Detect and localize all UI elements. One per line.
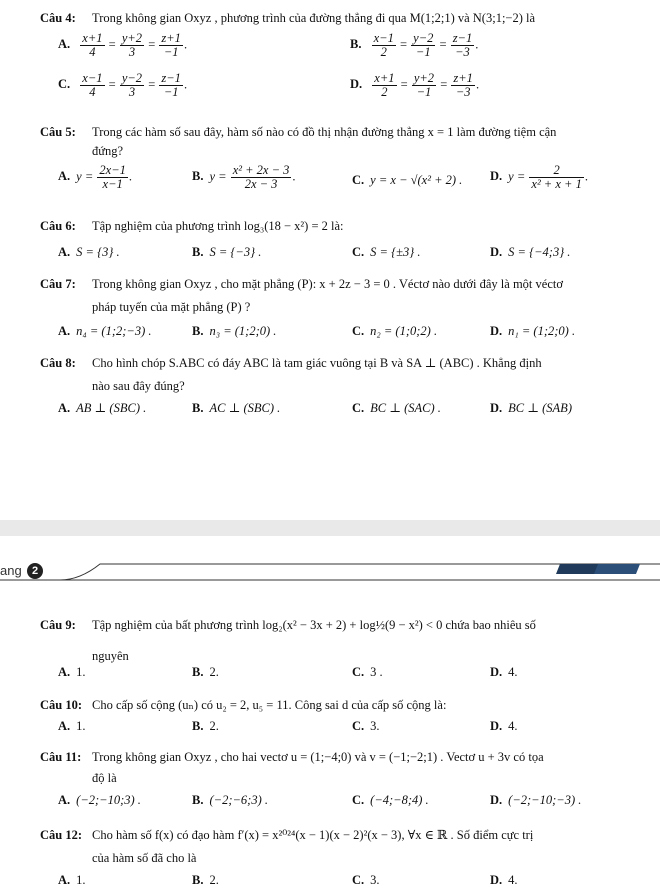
option-c[interactable]: C. S = {±3} . <box>352 245 421 259</box>
question-stem-continued: độ là <box>92 771 117 785</box>
question-number: Câu 9: <box>40 618 76 632</box>
question-12 <box>40 827 640 843</box>
page-number-badge: 2 <box>27 563 43 579</box>
question-stem: Tập nghiệm của phương trình log₃(18 − x²) = 2 là: <box>92 219 344 233</box>
option-c[interactable]: C. (−4;−8;4) . <box>352 793 429 807</box>
question-stem: Tập nghiệm của bất phương trình log₂(x² − 3x + 2) + log½(9 − x²) < 0 chứa bao nhiêu số <box>92 618 536 632</box>
option-c[interactable]: C. 3. <box>352 873 380 887</box>
option-b[interactable]: B. 2. <box>192 665 219 679</box>
option-b[interactable]: B. n₃ = (1;2;0) . <box>192 324 277 338</box>
question-number: Câu 5: <box>40 125 76 139</box>
option-c[interactable]: C. $\frac{x-1}{4}$ = $\frac{y-2}{3}$ = $\frac{z-1}{-1}$ . <box>58 71 188 99</box>
option-c[interactable]: C. BC ⊥ (SAC) . <box>352 401 441 415</box>
question-10 <box>40 697 640 713</box>
question-5 <box>40 124 640 140</box>
option-d[interactable]: D. S = {−4;3} . <box>490 245 571 259</box>
question-number: Câu 7: <box>40 277 76 291</box>
option-a[interactable]: A. 1. <box>58 665 86 679</box>
question-stem-continued: đứng? <box>92 144 124 158</box>
option-b[interactable]: B. (−2;−6;3) . <box>192 793 268 807</box>
question-4 <box>40 10 640 26</box>
option-a[interactable]: A. 1. <box>58 873 86 887</box>
option-d[interactable]: D. 4. <box>490 873 518 887</box>
option-a[interactable]: A. 1. <box>58 719 86 733</box>
question-11 <box>40 749 640 765</box>
page-header-decoration <box>0 560 660 584</box>
question-6 <box>40 218 640 234</box>
question-stem: Trong không gian Oxyz , cho hai vectơ u = (1;−4;0) và v = (−1;−2;1) . Vectơ u + 3v có tọa <box>92 750 544 764</box>
question-8 <box>40 355 640 371</box>
option-b[interactable]: B. y = $\frac{\text{x² + 2x − 3}}{2x - 3}$ . <box>192 163 296 191</box>
page-label: ang <box>0 563 22 578</box>
option-a[interactable]: A. S = {3} . <box>58 245 120 259</box>
page-separator <box>0 520 660 536</box>
option-d[interactable]: D. $\frac{x+1}{2}$ = $\frac{y+2}{-1}$ = $\frac{z+1}{-3}$ . <box>350 71 480 99</box>
option-b[interactable]: B. AC ⊥ (SBC) . <box>192 401 281 415</box>
question-number: Câu 11: <box>40 750 82 764</box>
question-stem-continued: nào sau đây đúng? <box>92 379 185 393</box>
question-stem: Trong không gian Oxyz , cho mặt phẳng (P): x + 2z − 3 = 0 . Véctơ nào dưới đây là một véctơ <box>92 277 563 291</box>
question-stem: Trong các hàm số sau đây, hàm số nào có đồ thị nhận đường thẳng x = 1 làm đường tiệm cận <box>92 125 557 139</box>
question-number: Câu 10: <box>40 698 83 712</box>
option-d[interactable]: D. 4. <box>490 719 518 733</box>
question-stem-continued: nguyên <box>92 649 129 663</box>
question-number: Câu 6: <box>40 219 76 233</box>
option-a[interactable]: A. AB ⊥ (SBC) . <box>58 401 147 415</box>
question-number: Câu 12: <box>40 828 83 842</box>
option-c[interactable]: C. n₂ = (1;0;2) . <box>352 324 438 338</box>
option-a[interactable]: A. y = $\frac{2x-1}{x-1}$ . <box>58 163 132 191</box>
option-c[interactable]: C. y = x − √(x² + 2) . <box>352 173 463 187</box>
option-a[interactable]: A. $\frac{x+1}{4}$ = $\frac{y+2}{3}$ = $\frac{z+1}{-1}$ . <box>58 31 188 59</box>
option-c[interactable]: C. 3 . <box>352 665 383 679</box>
question-stem-continued: của hàm số đã cho là <box>92 851 197 865</box>
question-stem: Cho hình chóp S.ABC có đáy ABC là tam giác vuông tại B và SA ⊥ (ABC) . Khẳng định <box>92 356 542 370</box>
option-d[interactable]: D. BC ⊥ (SAB) <box>490 401 572 415</box>
question-number: Câu 8: <box>40 356 76 370</box>
option-a[interactable]: A. n₄ = (1;2;−3) . <box>58 324 152 338</box>
question-7 <box>40 276 640 292</box>
option-b[interactable]: B. S = {−3} . <box>192 245 262 259</box>
option-b[interactable]: B. 2. <box>192 873 219 887</box>
question-stem: Trong không gian Oxyz , phương trình của đường thẳng đi qua M(1;2;1) và N(3;1;−2) là <box>92 11 536 25</box>
question-number: Câu 4: <box>40 11 76 25</box>
question-9 <box>40 617 640 633</box>
question-stem: Cho cấp số cộng (uₙ) có u₂ = 2, u₅ = 11. Công sai d của cấp số cộng là: <box>92 698 447 712</box>
option-d[interactable]: D. n₁ = (1;2;0) . <box>490 324 576 338</box>
option-b[interactable]: B. 2. <box>192 719 219 733</box>
option-a[interactable]: A. (−2;−10;3) . <box>58 793 141 807</box>
option-b[interactable]: B. $\frac{x-1}{2}$ = $\frac{y-2}{-1}$ = $\frac{z-1}{-3}$ . <box>350 31 479 59</box>
option-d[interactable]: D. (−2;−10;−3) . <box>490 793 582 807</box>
option-c[interactable]: C. 3. <box>352 719 380 733</box>
option-d[interactable]: D. 4. <box>490 665 518 679</box>
question-stem: Cho hàm số f(x) có đạo hàm f′(x) = x²⁰²⁴(x − 1)(x − 2)²(x − 3), ∀x ∈ ℝ . Số điểm cực trị <box>92 828 534 842</box>
question-stem-continued: pháp tuyến của mặt phẳng (P) ? <box>92 300 251 314</box>
option-d[interactable]: D. y = $\frac{2}{\text{x² + x + 1}}$ . <box>490 163 588 191</box>
